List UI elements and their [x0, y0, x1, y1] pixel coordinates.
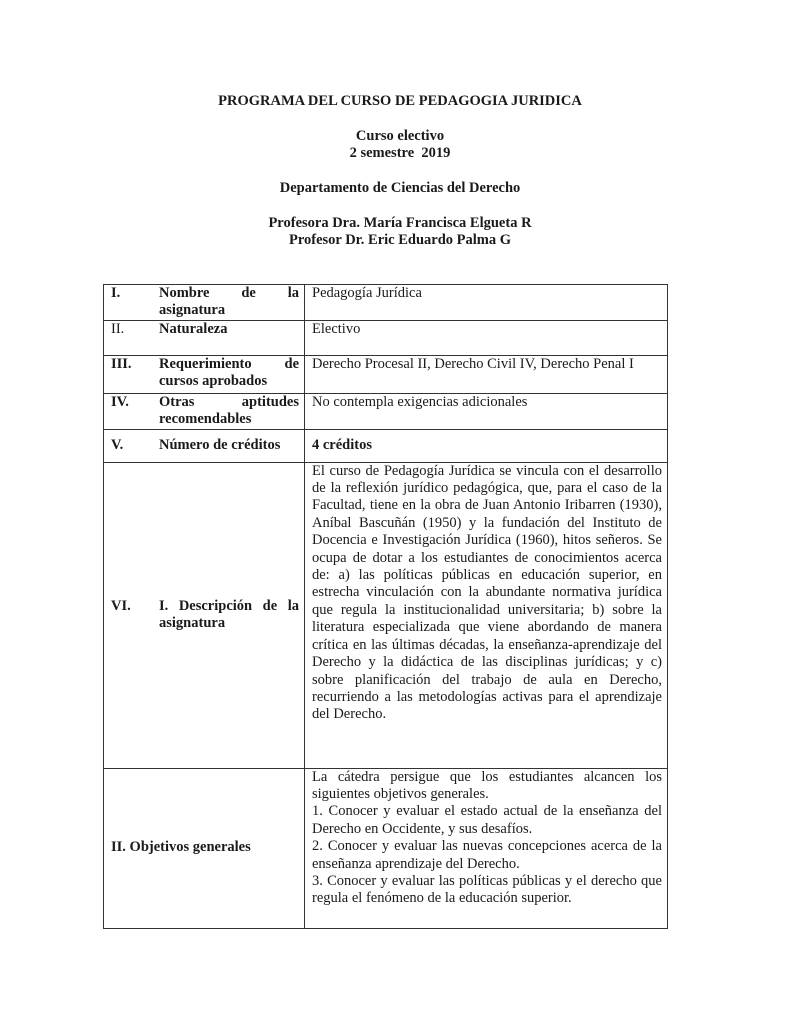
row-label: Requerimiento de cursos aprobados — [159, 355, 299, 390]
row-number: III. — [111, 355, 132, 372]
row-label-cell — [104, 393, 305, 429]
table-row — [104, 355, 668, 393]
row-value — [305, 462, 668, 768]
table-row — [104, 285, 668, 321]
row-value — [305, 768, 668, 928]
objectives-intro: La cátedra persigue que los estudiantes alcancen los siguientes objetivos generales. — [312, 768, 662, 803]
row-label: Otras aptitudes recomendables — [159, 393, 299, 428]
table-row — [104, 462, 668, 768]
objective-item: 3. Conocer y evaluar las políticas públicas y el derecho que regula el fenómeno de la educación superior. — [312, 873, 662, 907]
row-number: VI. — [111, 597, 131, 614]
table-row — [104, 429, 668, 462]
row-value: No contempla exigencias adicionales — [305, 393, 668, 429]
document-title: PROGRAMA DEL CURSO DE PEDAGOGIA JURIDICA — [218, 93, 582, 109]
department: Departamento de Ciencias del Derecho — [279, 180, 521, 196]
row-label-cell — [104, 462, 305, 768]
row-number: V. — [111, 436, 124, 453]
row-label-cell — [104, 429, 305, 462]
semester: 2 semestre 2019 — [349, 145, 451, 161]
table-row — [104, 320, 668, 355]
row-number: I. — [111, 285, 121, 301]
professor-1: Profesora Dra. María Francisca Elgueta R — [268, 215, 532, 231]
row-number: II. — [111, 320, 125, 337]
table-row — [104, 768, 668, 928]
row-label: Número de créditos — [159, 436, 281, 453]
row-value: Derecho Procesal II, Derecho Civil IV, Derecho Penal I — [305, 355, 668, 393]
row-label: II. Objetivos generales — [111, 839, 251, 856]
row-value: 4 créditos — [305, 429, 668, 462]
row-label-cell — [104, 320, 305, 355]
course-description: El curso de Pedagogía Jurídica se vincula con el desarrollo de la reflexión jurídico pedagógica, que, para el caso de la Facultad, tiene en la obra de Juan Antonio Iribarren (1930), Aníbal Bascuñán (1950) y la fundación del Instituto de Docencia e Investigación Jurídica (1960), hitos señeros. Se ocupa de dotar a los estudiantes de conocimientos acerca de: a) las políticas públicas en educación superior, en estrecha vinculación con la abundante normativa jurídica que regula la institucionalidad universitaria; b) sobre la literatura especializada que viene abordando de manera crítica en las últimas décadas, la enseñanza-aprendizaje del Derecho y la didáctica de las disciplinas jurídicas; y c) sobre planificación del trabajo de aula en Derecho, recurriendo a las metodologías activas para el aprendizaje del Derecho. — [312, 462, 662, 723]
professor-2: Profesor Dr. Eric Eduardo Palma G — [288, 232, 512, 248]
row-value: Electivo — [305, 320, 668, 355]
course-type: Curso electivo — [355, 128, 445, 144]
row-label: Nombre de la asignatura — [159, 285, 299, 319]
row-label: Naturaleza — [159, 320, 228, 337]
objective-item: 1. Conocer y evaluar el estado actual de la enseñanza del Derecho en Occidente, y sus desafíos. — [312, 803, 662, 837]
row-value: Pedagogía Jurídica — [305, 285, 668, 321]
row-label-cell — [104, 285, 305, 321]
table-row — [104, 393, 668, 429]
row-label-cell — [104, 768, 305, 928]
objective-item: 2. Conocer y evaluar las nuevas concepciones acerca de la enseñanza aprendizaje del Derecho. — [312, 838, 662, 872]
row-label-cell — [104, 355, 305, 393]
program-table — [103, 284, 668, 929]
row-label: I. Descripción de la asignatura — [159, 597, 299, 632]
row-number: IV. — [111, 393, 129, 410]
